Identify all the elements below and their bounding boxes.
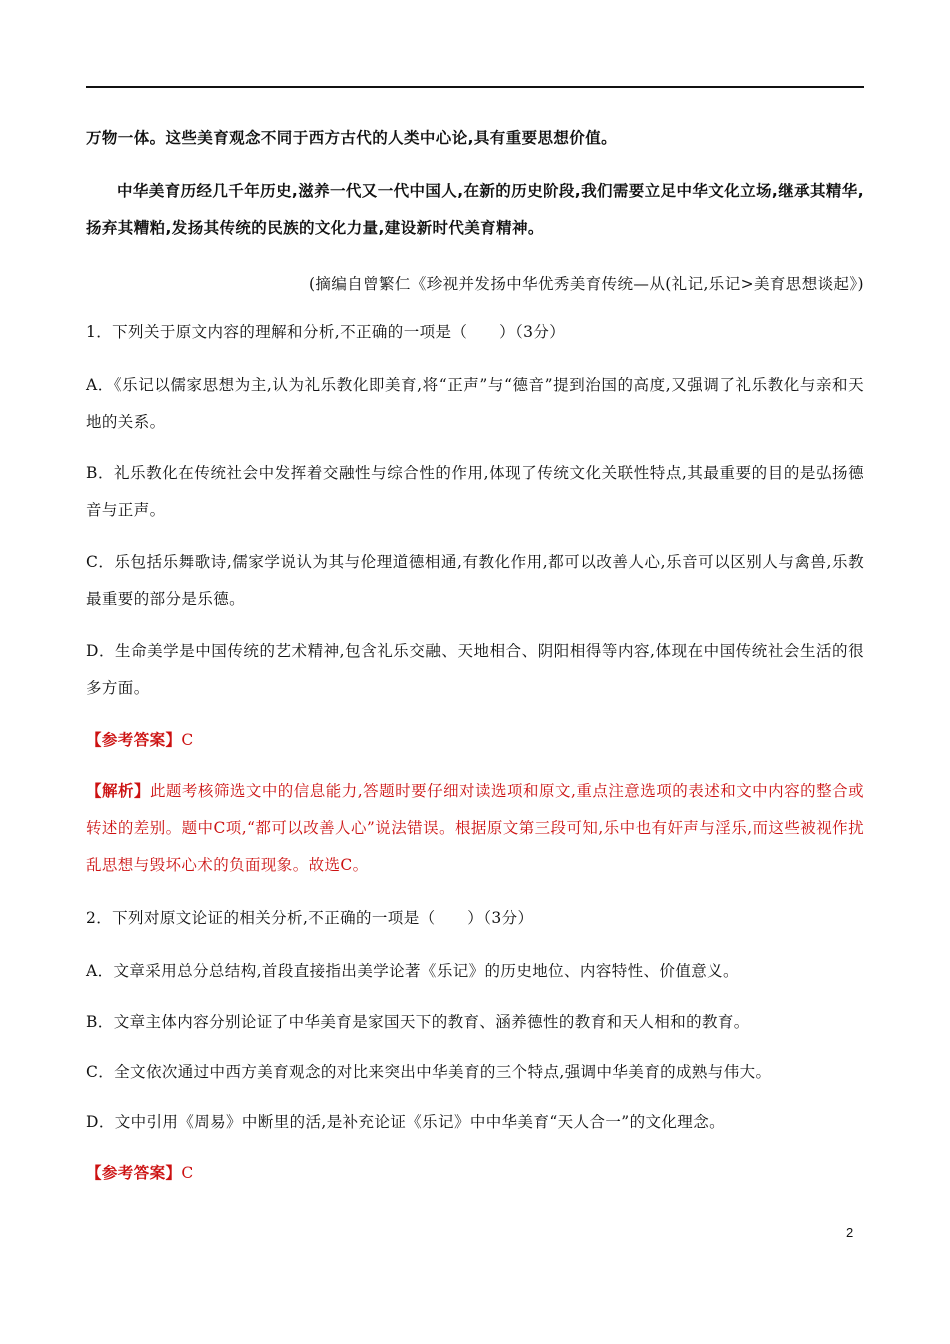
answer-label: 【参考答案】 [86,731,182,749]
analysis-label: 【解析】 [86,782,150,800]
question-1-option-a: A．《乐记以儒家思想为主,认为礼乐教化即美育,将“正声”与“德音”提到治国的高度,又强调了礼乐教化与亲和天地的关系。 [86,376,864,431]
analysis-text: 此题考核筛选文中的信息能力,答题时要仔细对读选项和原文,重点注意选项的表述和文中内容的整合或转述的差别。题中C项,“都可以改善人心”说法错误。根据原文第三段可知,乐中也有奸声与淫乐,而这些被视作扰乱思想与毁坏心术的负面现象。故选C。 [86,782,864,874]
question-2-stem: 2．下列对原文论证的相关分析,不正确的一项是（ ）（3分） [86,909,534,927]
question-1-option-b: B．礼乐教化在传统社会中发挥着交融性与综合性的作用,体现了传统文化关联性特点,其最重要的目的是弘扬德音与正声。 [86,464,864,519]
question-1-analysis [86,773,864,884]
question-1-option-d: D．生命美学是中国传统的艺术精神,包含礼乐交融、天地相合、阴阳相得等内容,体现在中国传统社会生活的很多方面。 [86,642,864,697]
question-2-option-d: D．文中引用《周易》中断里的活,是补充论证《乐记》中中华美育“天人合一”的文化理念。 [86,1113,726,1131]
answer-label: 【参考答案】 [86,1164,182,1182]
question-1-answer [86,722,864,759]
page-number: 2 [846,1225,854,1240]
question-1-option-c: C．乐包括乐舞歌诗,儒家学说认为其与伦理道德相通,有教化作用,都可以改善人心,乐音可以区别人与禽兽,乐教最重要的部分是乐德。 [86,553,864,608]
answer-value: C [181,1164,194,1182]
source-citation: (摘编自曾繁仁《珍视并发扬中华优秀美育传统—从(礼记,乐记>美育思想谈起》) [308,275,864,293]
question-2-answer [86,1155,864,1192]
question-1-stem: 1．下列关于原文内容的理解和分析,不正确的一项是（ ）（3分） [86,323,566,341]
passage-paragraph: 中华美育历经几千年历史,滋养一代又一代中国人,在新的历史阶段,我们需要立足中华文化立场,继承其精华,扬弃其糟粕,发扬其传统的民族的文化力量,建设新时代美育精神。 [86,182,864,237]
question-2-option-a: A．文章采用总分总结构,首段直接指出美学论著《乐记》的历史地位、内容特性、价值意义。 [86,962,739,980]
question-2-option-b: B．文章主体内容分别论证了中华美育是家国天下的教育、涵养德性的教育和天人相和的教育。 [86,1013,750,1031]
answer-value: C [181,731,194,749]
passage-line: 万物一体。这些美育观念不同于西方古代的人类中心论,具有重要思想价值。 [86,129,617,147]
header-rule [86,86,864,88]
question-2-option-c: C．全文依次通过中西方美育观念的对比来突出中华美育的三个特点,强调中华美育的成熟与伟大。 [86,1063,772,1081]
